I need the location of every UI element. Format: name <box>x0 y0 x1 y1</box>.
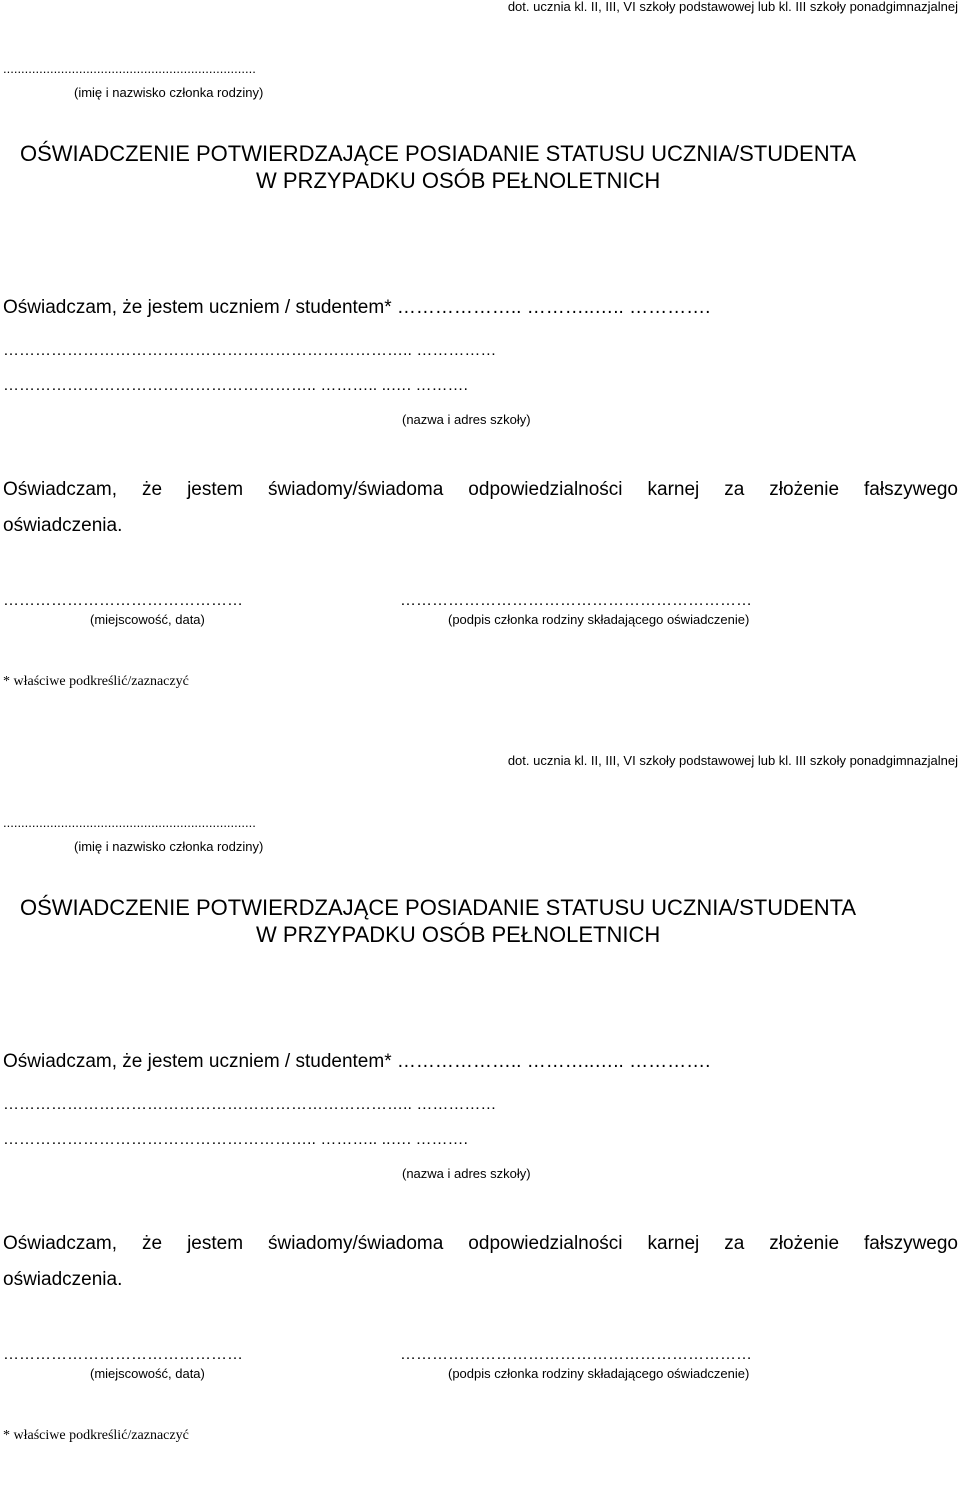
form-header-note: dot. ucznia kl. II, III, VI szkoły podstawowej lub kl. III szkoły ponadgimnazjalnej <box>507 0 958 14</box>
declaration-line <box>3 1052 716 1071</box>
signature-caption: (podpis członka rodziny składającego oświadczenie) <box>448 1366 750 1381</box>
school-caption: (nazwa i adres szkoły) <box>402 412 531 427</box>
school-fill-line-2[interactable]: ………………………………………………………………….. …………… <box>3 1096 497 1113</box>
declaration-form-2 <box>0 754 960 1494</box>
declaration-line <box>3 298 716 317</box>
footnote: * właściwe podkreślić/zaznaczyć <box>3 1428 189 1443</box>
school-caption: (nazwa i adres szkoły) <box>402 1166 531 1181</box>
signature-caption: (podpis członka rodziny składającego oświadczenie) <box>448 612 750 627</box>
school-fill-line-2[interactable]: ………………………………………………………………….. …………… <box>3 342 497 359</box>
signature-fill-line[interactable]: ………………………………………………………… <box>400 1346 752 1363</box>
form-title-line-2: W PRZYPADKU OSÓB PEŁNOLETNICH <box>256 168 661 193</box>
place-date-caption: (miejscowość, data) <box>90 1366 205 1381</box>
form-title-line-1: OŚWIADCZENIE POTWIERDZAJĄCE POSIADANIE STATUSU UCZNIA/STUDENTA <box>20 895 857 920</box>
name-caption: (imię i nazwisko członka rodziny) <box>74 839 264 854</box>
form-title-line-2: W PRZYPADKU OSÓB PEŁNOLETNICH <box>256 922 661 947</box>
statement-line-2: oświadczenia. <box>3 1269 123 1290</box>
declaration-text: Oświadczam, że jestem uczniem / studentem* <box>3 297 392 318</box>
name-caption: (imię i nazwisko członka rodziny) <box>74 85 264 100</box>
place-date-caption: (miejscowość, data) <box>90 612 205 627</box>
school-fill-line-3[interactable]: ………………………………………………….. ……….. ..…. ………. <box>3 1131 468 1148</box>
statement-line-1: Oświadczam, że jestem świadomy/świadoma odpowiedzialności karnej za złożenie fałszywego <box>3 479 958 500</box>
school-fill-line-3[interactable]: ………………………………………………….. ……….. ..…. ………. <box>3 377 468 394</box>
statement-line-2: oświadczenia. <box>3 515 123 536</box>
place-date-fill-line[interactable]: ……………………………………… <box>3 592 248 609</box>
signature-fill-line[interactable]: ………………………………………………………… <box>400 592 752 609</box>
declaration-form-1 <box>0 0 960 740</box>
form-header-note: dot. ucznia kl. II, III, VI szkoły podstawowej lub kl. III szkoły ponadgimnazjalnej <box>507 753 958 768</box>
school-fill-line-1[interactable]: ……………….. ………..….. …………. <box>391 297 716 318</box>
statement-line-1: Oświadczam, że jestem świadomy/świadoma odpowiedzialności karnej za złożenie fałszywego <box>3 1233 958 1254</box>
school-fill-line-1[interactable]: ……………….. ………..….. …………. <box>391 1051 716 1072</box>
form-title-line-1: OŚWIADCZENIE POTWIERDZAJĄCE POSIADANIE STATUSU UCZNIA/STUDENTA <box>20 141 857 166</box>
name-fill-line[interactable]: ...................................................................... <box>3 815 256 830</box>
footnote: * właściwe podkreślić/zaznaczyć <box>3 674 189 689</box>
place-date-fill-line[interactable]: ……………………………………… <box>3 1346 248 1363</box>
name-fill-line[interactable]: ...................................................................... <box>3 61 256 76</box>
declaration-text: Oświadczam, że jestem uczniem / studentem* <box>3 1051 392 1072</box>
